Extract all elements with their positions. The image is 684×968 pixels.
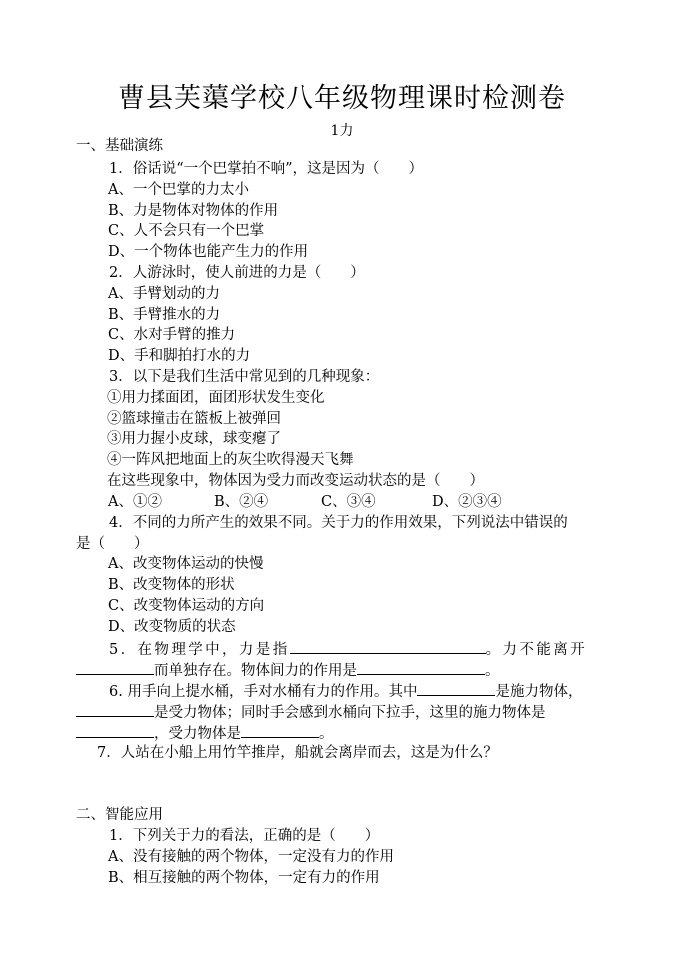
- question-5-text-4: 。: [485, 663, 500, 679]
- section-heading-basic: 一、基础演练: [76, 138, 163, 154]
- question-6-blank-1: [417, 680, 495, 696]
- question-2-option-b: B、手臂推水的力: [108, 307, 221, 323]
- question-5-text-2: 。力不能离开: [485, 642, 588, 658]
- section-2-question-1-stem: 1．下列关于力的看法，正确的是（ ）: [109, 828, 380, 844]
- question-6-text-4: ，受力物体是: [154, 726, 241, 742]
- question-6-blank-4: [241, 722, 319, 738]
- question-1-stem: 1．俗话说“一个巴掌拍不响”，这是因为（ ）: [109, 161, 424, 177]
- question-3-option-b: B、②④: [214, 494, 269, 510]
- question-5-blank-3: [357, 659, 485, 675]
- question-3-phenomenon-1: ①用力揉面团，面团形状发生变化: [107, 390, 325, 406]
- question-2-option-d: D、手和脚拍打水的力: [108, 348, 251, 364]
- question-4-option-b: B、改变物体的形状: [108, 577, 235, 593]
- question-6-line-3: [76, 722, 334, 744]
- section-2-question-1-option-a: A、没有接触的两个物体，一定没有力的作用: [108, 849, 394, 865]
- question-5-blank-2: [76, 659, 154, 675]
- question-1-option-d: D、一个物体也能产生力的作用: [108, 244, 309, 260]
- question-4-stem-line-1: 4．不同的力所产生的效果不同。关于力的作用效果，下列说法中错误的: [109, 515, 568, 531]
- question-5-blank-1: [290, 638, 486, 654]
- question-3-option-a: A、①②: [108, 494, 162, 510]
- question-5-line-2: [76, 659, 500, 681]
- question-3-ask: 在这些现象中，物体因为受力而改变运动状态的是（ ）: [107, 473, 484, 489]
- question-7: 7．人站在小船上用竹竿推岸，船就会离岸而去，这是为什么？: [97, 745, 498, 761]
- question-5-text-1: 5．在物理学中，力是指: [109, 642, 290, 658]
- question-3-option-c: C、③④: [321, 494, 376, 510]
- question-4-option-d: D、改变物质的状态: [108, 619, 236, 635]
- question-6-text-2: 是施力物体，: [495, 684, 583, 700]
- question-3-option-d: D、②③④: [432, 494, 502, 510]
- question-4-option-a: A、改变物体运动的快慢: [108, 556, 264, 572]
- question-1-option-b: B、力是物体对物体的作用: [108, 203, 279, 219]
- page-title: 曹县芙蕖学校八年级物理课时检测卷: [118, 83, 566, 114]
- question-3-stem: 3．以下是我们生活中常见到的几种现象：: [109, 369, 380, 385]
- section-heading-application: 二、智能应用: [76, 807, 163, 823]
- question-6-line-2: [76, 701, 546, 723]
- question-5-text-3: 而单独存在。物体间力的作用是: [154, 663, 357, 679]
- question-3-phenomenon-2: ②篮球撞击在篮板上被弹回: [107, 411, 281, 427]
- question-3-phenomenon-3: ③用力握小皮球，球变瘪了: [107, 431, 281, 447]
- question-1-option-c: C、人不会只有一个巴掌: [108, 223, 265, 239]
- question-6-text-5: 。: [319, 726, 334, 742]
- question-2-option-a: A、手臂划动的力: [108, 286, 220, 302]
- question-6-line-1: [109, 680, 582, 702]
- question-1-option-a: A、一个巴掌的力太小: [108, 182, 249, 198]
- question-3-phenomenon-4: ④一阵风把地面上的灰尘吹得漫天飞舞: [107, 452, 354, 468]
- question-4-stem-line-2: 是（ ）: [76, 536, 149, 552]
- section-2-question-1-option-b: B、相互接触的两个物体，一定有力的作用: [108, 870, 380, 886]
- question-5-line-1: [109, 638, 587, 660]
- question-6-blank-3: [76, 722, 154, 738]
- question-6-text-3: 是受力物体；同时手会感到水桶向下拉手，这里的施力物体是: [154, 705, 546, 721]
- question-2-stem: 2．人游泳时，使人前进的力是（ ）: [109, 265, 365, 281]
- page-subtitle: 1力: [330, 123, 354, 139]
- question-4-option-c: C、改变物体运动的方向: [108, 598, 265, 614]
- question-6-blank-2: [76, 701, 154, 717]
- question-6-text-1: 6. 用手向上提水桶，手对水桶有力的作用。其中: [109, 684, 418, 700]
- question-2-option-c: C、水对手臂的推力: [108, 327, 236, 343]
